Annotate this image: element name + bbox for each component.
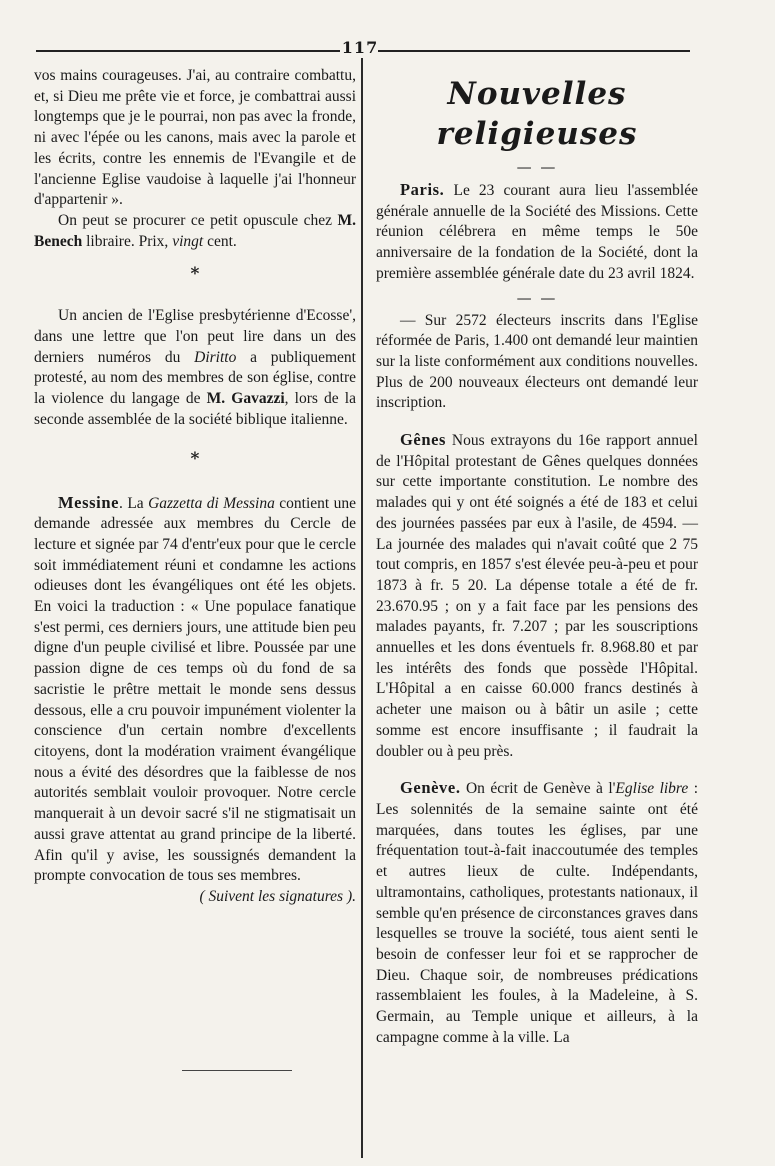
- ecosse-text-b: a publiquement protesté, au nom des membres de son église, contre la violence du langage de: [34, 348, 356, 408]
- messine-text-b: contient une demande adressée aux membres du Cercle de lecture et signée par 74 d'entr'eux pour que le cercle soit immédiatement réuni et condamne les actions odieuses dont les évangéliques ont été les objets. En voici la traduction : « Une populace fanatique s'est permi, ces derniers jours, une attitude bien peu digne d'un peuple civilisé et libre. Poussée par une passion digne de ces temps où du fond de sa sacristie le prêtre mettait le monde sens dessus dessous, elle a cru pouvoir impunément violenter la conscience d'un certain nombre d'excellents citoyens, dont la modération vraiment évangélique nous a évité des désordres que la faiblesse de nos autorités semblait vouloir provoquer. Notre cercle manquerait à un devoir sacré s'il ne stigmatisait un aussi grave attentat au grand principe de la liberté. Afin qu'il y avise, les soussignés demandent la prompte convocation de tous ses membres.: [34, 494, 357, 885]
- paragraph-genes: [376, 430, 698, 762]
- newspaper-name: Eglise libre: [615, 780, 689, 798]
- opuscule-text-a: On peut se procurer ce petit opuscule chez: [58, 211, 338, 229]
- messine-text-a: . La: [119, 494, 149, 512]
- geneve-text-b: : Les solennités de la semaine sainte ont été marquées, dans toutes les églises, par une fréquentation tout-à-fait inaccoutumée des temples et autres lieux de culte. Indépendants, ultramontains, catholiques, protestants nationaux, il semble qu'en présence de circonstances graves dans lesquelles se trouve la société, tous aient senti le besoin de confesser leur foi et se rapprocher de Dieu. Chaque soir, de nombreuses prédications rassemblaient les foules, à la Madeleine, à S. Germain, au Temple unique et ailleurs, à la campagne comme à la ville. La: [376, 780, 698, 1046]
- newspaper-name: Gazzetta di Messina: [148, 494, 275, 512]
- paragraph-continuation: vos mains courageuses. J'ai, au contraire combattu, et, si Dieu me prête vie et force, je combattrai aussi longtemps que je le pourrai, non pas avec la fronde, ni avec l'épée ou les canons, mais avec la parole et les écrits, contre les ennemis de l'Evangile et de l'ancienne Eglise vaudoise à laquelle j'ai l'honneur d'appartenir ».: [34, 67, 356, 209]
- paragraph-paris: [376, 180, 698, 285]
- page-number: 117: [341, 38, 379, 57]
- paris-text: Le 23 courant aura lieu l'assemblée générale annuelle de la Société des Missions. Cette réunion célébrera en même temps le 50e anniversaire de la fondation de la Société, dont la première assemblée générale date du 23 avril 1824.: [376, 182, 698, 282]
- ornament-star: *: [190, 264, 200, 285]
- paragraph-ecosse: [34, 306, 356, 430]
- column-divider: [361, 58, 363, 1158]
- paragraph-electeurs: — Sur 2572 électeurs inscrits dans l'Eglise réformée de Paris, 1.400 ont demandé leur maintien sur la liste conformément aux conditions nouvelles. Plus de 200 nouveaux électeurs ont demandé leur inscription.: [376, 311, 698, 412]
- messine-signatures: ( Suivent les signatures ).: [199, 887, 356, 905]
- genes-text: Nous extrayons du 16e rapport annuel de l'Hôpital protestant de Gênes quelques données sur cette importante constitution. Le nombre des malades qui y ont été soignés a été de 183 et celui des journées passées par eux à l'asile, de 4594. — La journée des malades qui n'avait coûté que 2 75 tout compris, en 1857 s'est élevée peu-à-peu et pour 1873 à fr. 5 20. La dépense totale a été de fr. 23.670.95 ; on y a fait face par les pensions des malades payants, fr. 7.207 ; par les souscriptions annuelles et les dons éventuels fr. 8.968.80 et par les intérêts des fonds que possède l'Hôpital. L'Hôpital a en caisse 60.000 francs destinés à acheter une maison ou à bâtir un asile ; cette somme est encore insuffisante ; il faudrait la doubler ou à peu près.: [376, 432, 698, 760]
- geneve-text-a: On écrit de Genève à l': [460, 780, 616, 798]
- right-column: [376, 66, 698, 1048]
- paragraph-messine: [34, 492, 357, 905]
- section-end-rule: [182, 1070, 292, 1071]
- ecosse-text-c: , lors de la seconde assemblée de la société biblique italienne.: [34, 390, 356, 428]
- gavazzi-name: M. Gavazzi: [206, 390, 285, 408]
- ecosse-text-a: Un ancien de l'Eglise presbytérienne d'Ecosse', dans une lettre que l'on peut lire dans un des derniers numéros du: [34, 307, 356, 366]
- bookseller-name: M. Benech: [34, 211, 356, 250]
- section-heading: Nouvelles religieuses: [436, 76, 638, 152]
- paragraph-geneve: [376, 778, 698, 1048]
- bleed-through-area: [34, 1012, 356, 1152]
- opuscule-price: vingt: [172, 232, 204, 250]
- section-title-messine: Messine: [58, 492, 120, 512]
- separator: — —: [516, 158, 558, 176]
- ornament-star: *: [190, 448, 200, 469]
- header-rule-right: [378, 50, 690, 52]
- section-title-paris: Paris.: [400, 180, 445, 199]
- opuscule-text-b: libraire. Prix,: [82, 232, 173, 250]
- section-title-genes: Gênes: [400, 430, 447, 450]
- section-title-geneve: Genève.: [400, 778, 461, 798]
- left-column: [34, 66, 356, 908]
- header-rule-left: [36, 50, 340, 52]
- paragraph-opuscule: [34, 211, 356, 252]
- opuscule-text-c: cent.: [203, 232, 237, 250]
- separator: — —: [516, 288, 558, 307]
- journal-name: Diritto: [194, 348, 237, 366]
